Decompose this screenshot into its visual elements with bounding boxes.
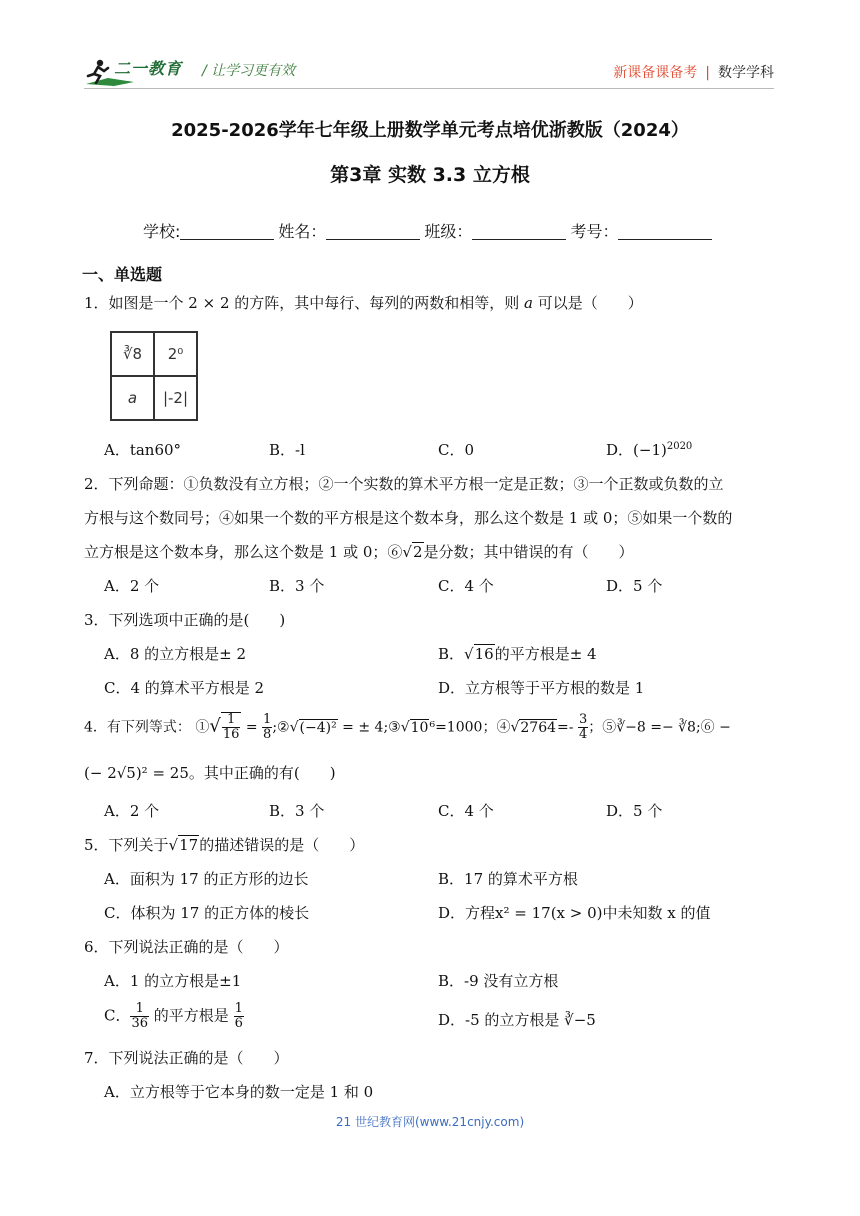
q1-d-sup: 2020 [666, 441, 693, 452]
q4-f1n: 1 [222, 713, 241, 728]
q1-d-text: D．(−1) [606, 441, 667, 459]
number-label: 考号： [570, 222, 619, 241]
q3-option-b[interactable] [438, 643, 597, 664]
question-7: 7．下列说法正确的是（ ） [84, 1049, 289, 1067]
section-heading: 一、单选题 [82, 265, 163, 284]
class-blank [472, 223, 566, 240]
q4-option-d[interactable]: D．5 个 [606, 802, 663, 820]
q2-l3a: 立方根是这个数本身，那么这个数是 1 或 0；⑥√ [84, 543, 412, 561]
slogan: / 让学习更有效 [202, 63, 296, 79]
q7-option-a[interactable]: A．立方根等于它本身的数一定是 1 和 0 [104, 1083, 374, 1101]
q2-option-c[interactable]: C．4 个 [438, 577, 494, 595]
q3-option-d[interactable]: D．立方根等于平方根的数是 1 [438, 679, 645, 697]
q2-option-a[interactable]: A．2 个 [104, 577, 160, 595]
q1-var: a [524, 294, 533, 312]
question-5 [84, 834, 364, 855]
q2-l3r: 2 [412, 543, 423, 561]
question-4-line-1: 4．有下列等式： ①√ $\frac{1}{16}$ = $\frac{1}{8}$ ;②√(−4)² = ± 4;③√10⁶=1000；④√2764=- $\frac{3}{4}$ ；⑤∛−8 =− ∛8;⑥ − [84, 712, 731, 742]
q5-rad: 17 [179, 836, 199, 854]
q6-cf2n: 1 [234, 1001, 243, 1016]
logo-text: 二一教育 [114, 59, 183, 78]
doc-title: 2025-2026学年七年级上册数学单元考点培优浙教版（2024） [171, 120, 689, 141]
grid-cell: |-2| [162, 389, 189, 407]
question-2-line-3 [84, 541, 634, 562]
q6-option-b[interactable]: B．-9 没有立方根 [438, 972, 559, 990]
q4-r3: 10 [410, 719, 429, 736]
q5-post: 的描述错误的是（ ） [199, 836, 365, 854]
header-tag-a: 新课备课备考 [613, 65, 698, 81]
grid-cell: 2⁰ [167, 345, 184, 363]
header-separator: | [705, 65, 710, 81]
q4-c1: ① [195, 719, 210, 736]
question-3: 3．下列选项中正确的是( ) [84, 611, 286, 629]
q4-p4b: =- [557, 719, 578, 736]
q6-cf2d: 6 [234, 1016, 243, 1031]
question-2-line-1: 2．下列命题：①负数没有立方根；②一个实数的算术平方根一定是正数；③一个正数或负数的立 [84, 475, 724, 493]
q6-c-mid: 的平方根是 [149, 1006, 234, 1025]
q5-pre: 5．下列关于√ [84, 836, 179, 854]
q4-option-b[interactable]: B．3 个 [269, 802, 325, 820]
q5-option-a[interactable]: A．面积为 17 的正方形的边长 [104, 870, 309, 888]
q5-option-d[interactable]: D．方程x² = 17(x > 0)中未知数 x 的值 [438, 904, 711, 922]
q4-r2: (−4)² [299, 719, 337, 736]
q2-option-b[interactable]: B．3 个 [269, 577, 325, 595]
grid-cell: ∛8 [122, 345, 143, 363]
q6-cf1d: 36 [131, 1016, 149, 1031]
q6-option-d[interactable]: D．-5 的立方根是 ∛−5 [438, 1011, 596, 1029]
q4-f4n: 3 [578, 712, 588, 727]
number-blank [618, 223, 712, 240]
question-6: 6．下列说法正确的是（ ） [84, 938, 289, 956]
question-1 [84, 292, 643, 313]
question-4-line-2: (− 2√5)² = 25。其中正确的有( ) [84, 764, 336, 782]
q4-option-a[interactable]: A．2 个 [104, 802, 160, 820]
q5-option-c[interactable]: C．体积为 17 的正方体的棱长 [104, 904, 310, 922]
page-header [84, 52, 774, 90]
school-label: 学校: [143, 222, 181, 241]
q1-grid [110, 331, 198, 421]
q4-pre: 4．有下列等式： [84, 719, 191, 736]
q1-option-b[interactable]: B．-l [269, 441, 305, 459]
q1-option-c[interactable]: C．0 [438, 441, 475, 459]
q1-option-a[interactable]: A．tan60° [104, 441, 182, 459]
q1-text: 1．如图是一个 2 × 2 的方阵，其中每行、每列的两数和相等，则 [84, 294, 525, 312]
q3-b-rad: 16 [474, 645, 494, 663]
q4-f2n: 1 [263, 712, 272, 727]
q4-f4d: 4 [578, 727, 588, 742]
q4-eq1: = [241, 719, 263, 736]
header-tag-b: 数学学科 [718, 65, 774, 81]
q4-p2: ;②√ [272, 719, 299, 736]
q6-cf1n: 1 [130, 1002, 149, 1017]
q4-option-c[interactable]: C．4 个 [438, 802, 494, 820]
q3-b-pre: B．√ [438, 645, 474, 663]
name-label: 姓名： [278, 222, 327, 241]
name-blank [326, 223, 420, 240]
q4-p5: ；⑤∛−8 =− ∛8;⑥ − [588, 719, 731, 736]
q5-option-b[interactable]: B．17 的算术平方根 [438, 870, 578, 888]
grid-cell: a [127, 389, 138, 407]
header-divider [84, 88, 774, 89]
q4-p2b: = ± 4;③√ [337, 719, 410, 736]
q2-l3b: 是分数；其中错误的有（ ） [423, 543, 634, 561]
student-info [143, 219, 716, 242]
header-right [613, 62, 774, 82]
page-footer[interactable]: 21 世纪教育网(www.21cnjy.com) [335, 1115, 525, 1129]
q3-b-post: 的平方根是± 4 [494, 645, 597, 663]
q1-option-d[interactable] [606, 439, 692, 460]
q4-r4: 2764 [520, 719, 557, 736]
q4-p3b: ⁶=1000；④√ [429, 719, 520, 736]
school-blank [180, 223, 274, 240]
question-2-line-2: 方根与这个数同号；④如果一个数的平方根是这个数本身，那么这个数是 1 或 0；⑤如果一个数的 [84, 509, 733, 527]
q3-option-c[interactable]: C．4 的算术平方根是 2 [104, 679, 265, 697]
q6-option-c[interactable] [104, 1002, 244, 1031]
q2-option-d[interactable]: D．5 个 [606, 577, 663, 595]
doc-subtitle: 第3章 实数 3.3 立方根 [330, 164, 530, 186]
q1-text-2: 可以是（ ） [533, 294, 643, 312]
q3-option-a[interactable]: A．8 的立方根是± 2 [104, 645, 247, 663]
q6-c-pre: C． [104, 1006, 131, 1025]
q4-f1d: 16 [222, 727, 240, 742]
q6-option-a[interactable]: A．1 的立方根是±1 [104, 972, 242, 990]
class-label: 班级： [424, 222, 473, 241]
q4-f2d: 8 [263, 727, 272, 742]
